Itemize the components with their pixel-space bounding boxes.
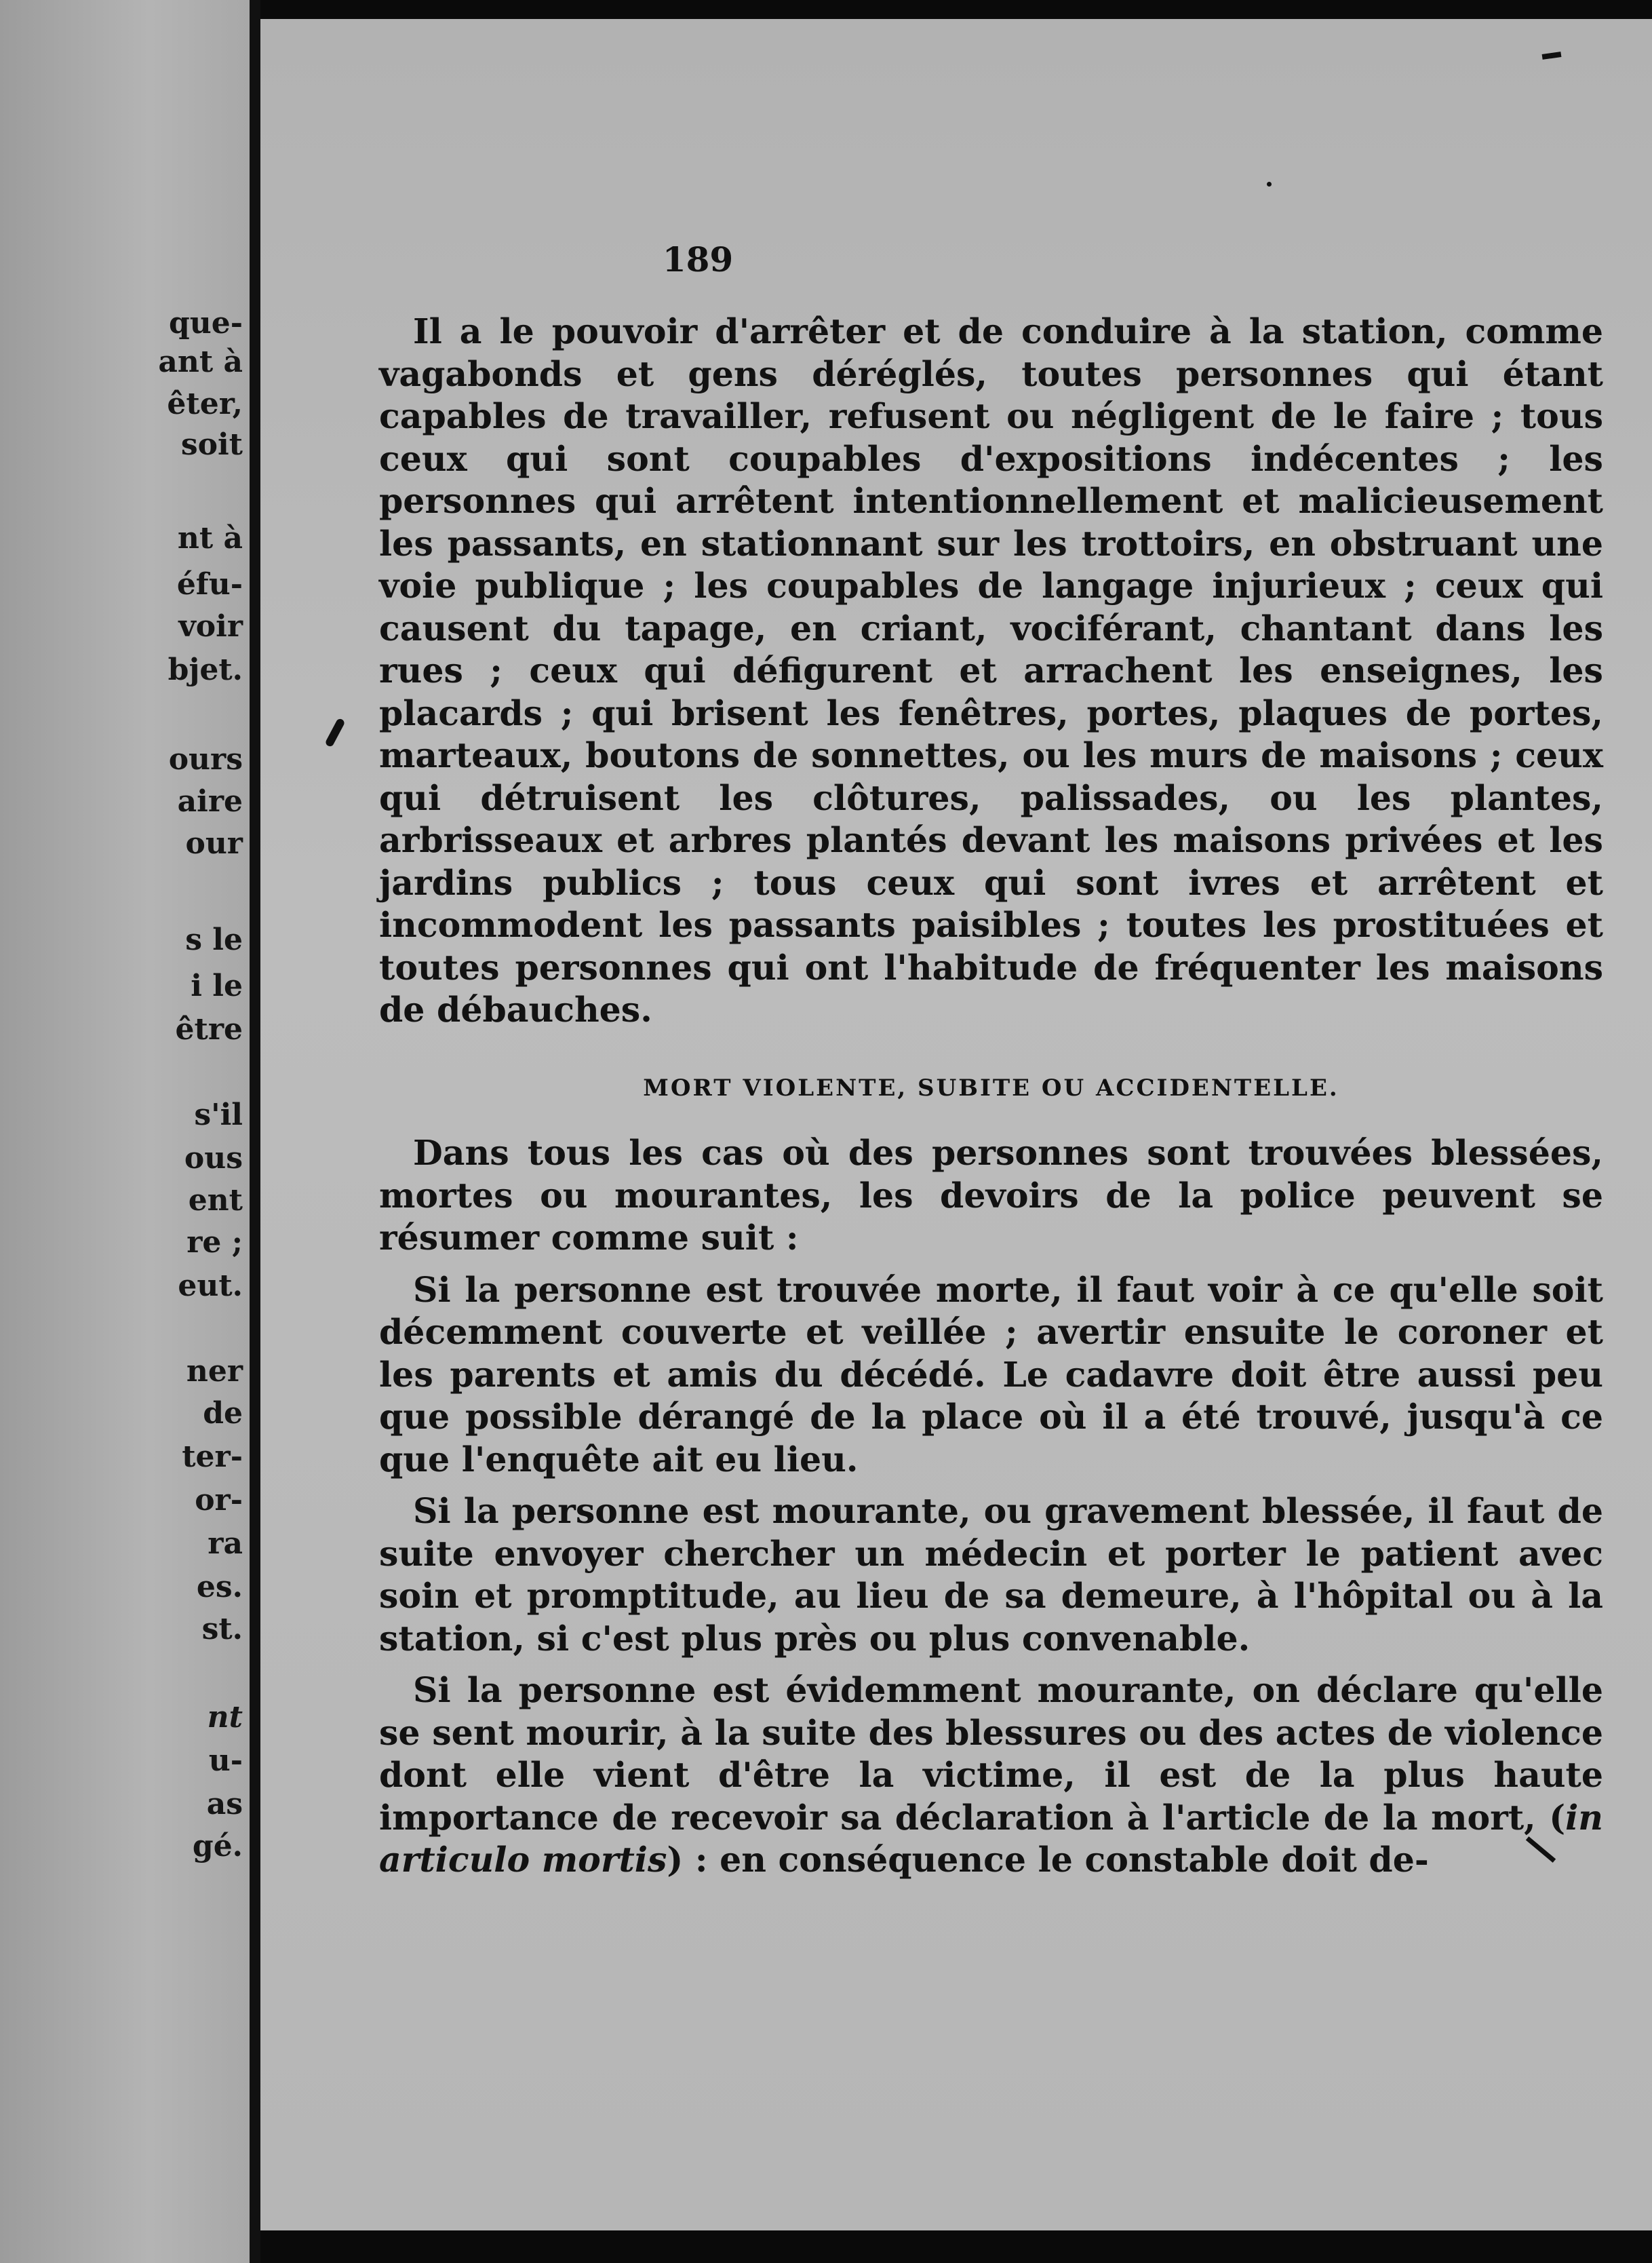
facing-page-text: ous: [184, 1141, 243, 1176]
facing-page-text: ra: [208, 1526, 243, 1561]
facing-page-text: soit: [180, 427, 243, 462]
ink-speck: [1267, 182, 1272, 187]
facing-page-text: our: [185, 826, 243, 861]
facing-page-text: eut.: [178, 1269, 243, 1303]
body-paragraph: [379, 1669, 1603, 1882]
facing-page-text: ant à: [158, 345, 243, 379]
paragraph-text: Si la personne est évidemment mourante, on déclare qu'elle se sent mourir, à la suite des blessures ou des actes de violence dont elle vient d'être la victime, il est de la plus haute importance de recevoir sa déclaration à l'article de la mort, (: [379, 1670, 1603, 1838]
page-number: 189: [662, 239, 734, 279]
facing-page-text: voir: [178, 609, 243, 644]
facing-page-text: re ;: [186, 1225, 243, 1260]
body-paragraph: Il a le pouvoir d'arrêter et de conduire à la station, comme vagabonds et gens déréglés, toutes personnes qui étant capables de travailler, refusent ou négligent de le faire ; tous ceux qui sont coupables d'expositions indécentes ; les personnes qui arrêtent intentionnellement et malicieusement les passants, en stationnant sur les trottoirs, en obstruant une voie publique ; les coupables de langage injurieux ; ceux qui causent du tapage, en criant, vociférant, chantant dans les rues ; ceux qui défigurent et arrachent les enseignes, les placards ; qui brisent les fenêtres, portes, plaques de portes, marteaux, boutons de sonnettes, ou les murs de maisons ; ceux qui détruisent les clôtures, palissades, ou les plantes, arbrisseaux et arbres plantés devant les maisons privées et les jardins publics ; tous ceux qui sont ivres et arrêtent et incommodent les passants paisibles ; toutes les prostituées et toutes personnes qui ont l'habitude de fréquenter les maisons de débauches.: [379, 311, 1603, 1030]
facing-page-text: être: [175, 1012, 243, 1047]
facing-page-text: de: [203, 1396, 243, 1431]
ink-speck: [324, 718, 345, 748]
facing-page-text: ent: [188, 1183, 243, 1218]
facing-page-text: i le: [191, 969, 243, 1003]
binding-gutter: [250, 0, 260, 2263]
facing-page-text: nt à: [177, 521, 243, 556]
facing-page-edge: [0, 0, 250, 2263]
facing-page-text: aire: [177, 784, 243, 819]
section-heading: MORT VIOLENTE, SUBITE OU ACCIDENTELLE.: [643, 1074, 1339, 1102]
latin-phrase: in articulo mortis: [379, 1797, 1603, 1880]
facing-page-text: or-: [195, 1483, 243, 1517]
facing-page-text: es.: [196, 1570, 243, 1604]
facing-page-text: éfu-: [176, 567, 243, 602]
facing-page-text: u-: [208, 1743, 243, 1778]
facing-page-text: êter,: [167, 387, 243, 421]
facing-page-text: as: [206, 1787, 243, 1821]
facing-page-text: st.: [201, 1612, 243, 1646]
facing-page-text: ner: [186, 1354, 243, 1389]
body-paragraph: Si la personne est mourante, ou gravement blessée, il faut de suite envoyer chercher un médecin et porter le patient avec soin et promptitude, au lieu de sa demeure, à l'hôpital ou à la station, si c'est plus près ou plus convenable.: [379, 1491, 1603, 1659]
facing-page-text: ter-: [182, 1439, 243, 1474]
page-body: [379, 311, 1603, 1882]
facing-page-text: gé.: [192, 1829, 243, 1863]
facing-page-text: s le: [185, 923, 243, 957]
facing-page-text: bjet.: [168, 653, 243, 687]
facing-page-text: s'il: [194, 1098, 243, 1132]
book-page: [260, 19, 1652, 2230]
body-paragraph: Dans tous les cas où des personnes sont trouvées blessées, mortes ou mourantes, les devoirs de la police peuvent se résumer comme suit :: [379, 1133, 1603, 1258]
facing-page-text: ours: [168, 742, 243, 777]
ink-speck: [1542, 52, 1562, 60]
paragraph-text: ) : en conséquence le constable doit de-: [667, 1840, 1429, 1880]
facing-page-text: que-: [168, 306, 243, 341]
facing-page-text: nt: [207, 1700, 243, 1735]
body-paragraph: Si la personne est trouvée morte, il faut voir à ce qu'elle soit décemment couverte et veillée ; avertir ensuite le coroner et les parents et amis du décédé. Le cadavre doit être aussi peu que possible dérangé de la place où il a été trouvé, jusqu'à ce que l'enquête ait eu lieu.: [379, 1269, 1603, 1479]
